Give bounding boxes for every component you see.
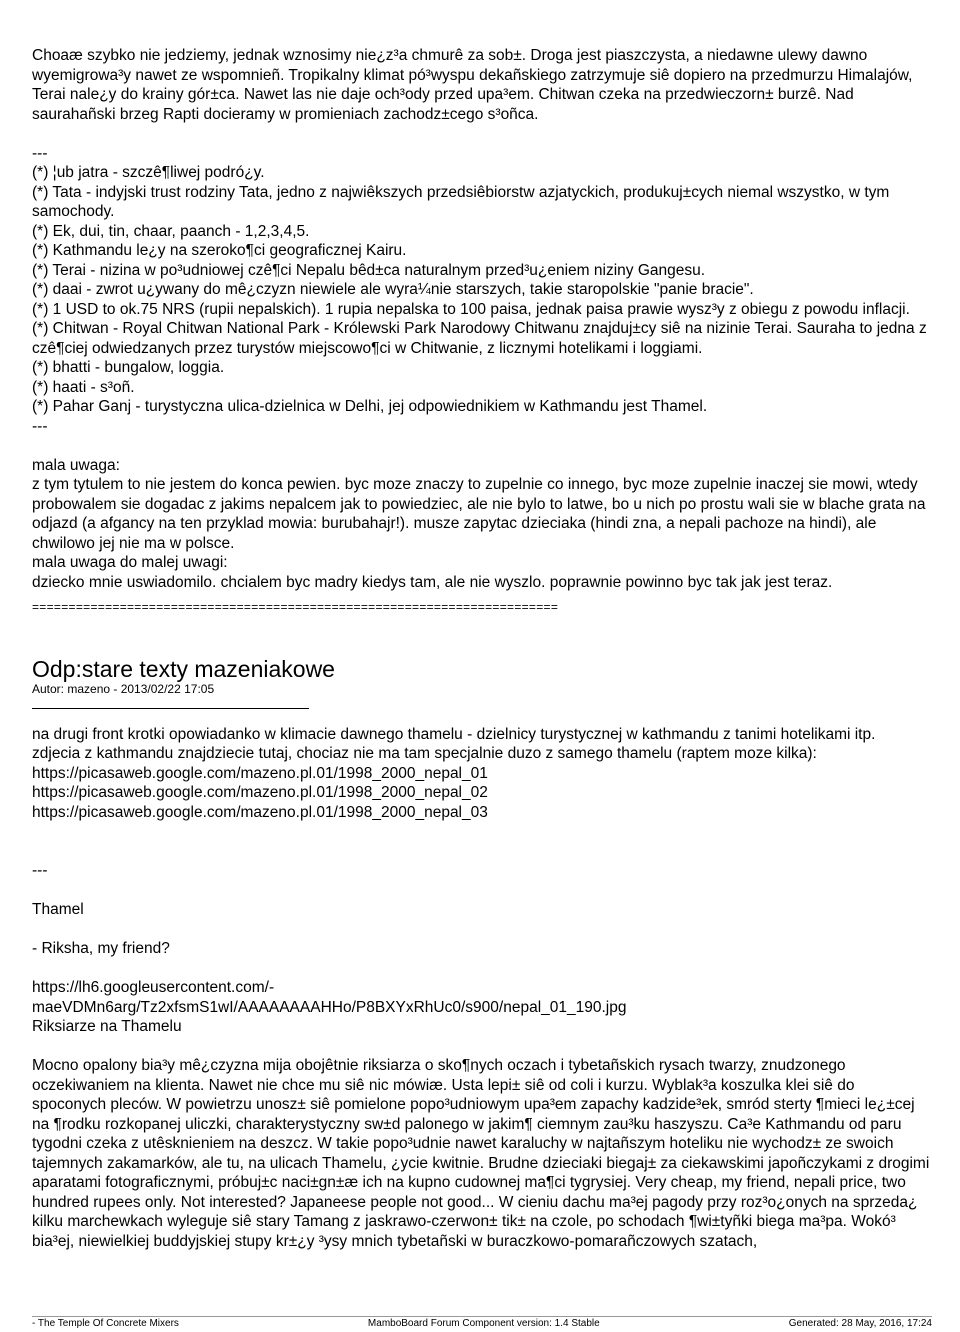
- footnote-item: (*) Terai - nizina w po³udniowej czê¶ci Nepalu bêd±ca naturalnym przed³u¿eniem niziny Gangesu.: [32, 261, 706, 279]
- intro-text: zdjecia z kathmandu znajdziecie tutaj, chociaz nie ma tam specjalnie duzo z samego thamelu (raptem moze kilka):: [32, 745, 817, 762]
- intro-text: na drugi front krotki opowiadanko w klimacie dawnego thamelu - dzielnicy turystycznej w kathmandu z tanimi hotelikami itp.: [32, 725, 876, 743]
- footnote-item: (*) 1 USD to ok.75 NRS (rupii nepalskich). 1 rupia nepalska to 100 paisa, jednak paisa prawie wysz³y z obiegu z powodu inflacji.: [32, 300, 910, 318]
- story-subtitle: - Riksha, my friend?: [32, 940, 170, 957]
- footnote-divider: ---: [32, 417, 48, 435]
- footer-divider: [32, 1316, 932, 1317]
- footer-generated: Generated: 28 May, 2016, 17:24: [788, 1318, 932, 1329]
- story-title: Thamel: [32, 901, 84, 918]
- image-url: maeVDMn6arg/Tz2xfsmS1wI/AAAAAAAAHHo/P8BXYxRhUc0/s900/nepal_01_190.jpg: [32, 998, 627, 1016]
- post-intro: [32, 725, 932, 823]
- page-content: [32, 46, 932, 1251]
- footnote-item: (*) Pahar Ganj - turystyczna ulica-dzielnica w Delhi, jej odpowiednikiem w Kathmandu jest Thamel.: [32, 398, 708, 415]
- post-separator: ========================================================================: [32, 600, 559, 614]
- meta-divider: [32, 708, 309, 709]
- page-footer: [32, 1318, 932, 1330]
- image-caption: Riksiarze na Thamelu: [32, 1018, 182, 1035]
- footnote-divider: ---: [32, 144, 48, 162]
- story-paragraph: Choaæ szybko nie jedziemy, jednak wznosimy nie¿z³a chmurê za sob±. Droga jest piaszczysta, a niedawne ulewy dawno wyemigrowa³y nawet ze wspomnieñ. Tropikalny klimat pó³wyspu dekañskiego zatrzymuje siê dopiero na przedmurzu Himalajów, Terai nale¿y do krainy gór±ca. Nawet las nie daje och³ody przed upa³em. Chitwan czeka na przedwieczorn± burzê. Nad saurahañski brzeg Rapti docieramy w promieniach zachodz±cego s³oñca.: [32, 47, 917, 123]
- post-meta: Autor: mazeno - 2013/02/22 17:05: [32, 681, 215, 696]
- note-heading: mala uwaga do malej uwagi:: [32, 554, 228, 571]
- story-divider: ---: [32, 862, 48, 879]
- footnote-item: (*) Chitwan - Royal Chitwan National Park - Królewski Park Narodowy Chitwanu znajduj±cy siê na nizinie Terai. Sauraha to jedna z czê¶ciej odwiedzanych przez turystów miejscowo¶ci w Chitwanie, z licznymi hotelikami i loggiami.: [32, 320, 932, 357]
- footer-version: MamboBoard Forum Component version: 1.4 Stable: [367, 1318, 600, 1329]
- image-url: https://lh6.googleusercontent.com/-: [32, 979, 275, 996]
- post-title: Odp:stare texty mazeniakowe: [32, 655, 335, 682]
- footnote-item: (*) bhatti - bungalow, loggia.: [32, 359, 225, 376]
- footnote-item: (*) daai - zwrot u¿ywany do mê¿czyzn niewiele ale wyra¼nie starszych, takie staropolskie "panie bracie".: [32, 281, 754, 298]
- note-text: dziecko mnie uswiadomilo. chcialem byc madry kiedys tam, ale nie wyszlo. poprawnie powinno byc tak jak jest teraz.: [32, 573, 833, 591]
- link-text: https://picasaweb.google.com/mazeno.pl.01/1998_2000_nepal_02: [32, 784, 488, 801]
- footer-site-name: - The Temple Of Concrete Mixers: [32, 1318, 179, 1329]
- story-paragraph: Mocno opalony bia³y mê¿czyzna mija obojêtnie riksiarza o sko¶nych oczach i tybetañskich rysach twarzy, znudzonego oczekiwaniem na klienta. Nawet nie chce mu siê nic mówiæ. Usta lepi± siê od coli i kurzu. Wyblak³a koszulka klei siê do spoconych pleców. W powietrzu unosz± siê pomielone popo³udniowym upa³em zapachy kadzide³ek, smród sterty ¶mieci le¿±cej na ¶rodku rozkopanej uliczki, charakterystyczny sw±d palonego w jakim¶ ciemnym zau³ku haszyszu. Ca³e Kathmandu od paru tygodni czeka z utêsknieniem na deszcz. W takie popo³udnie nawet karaluchy w najtañszym hoteliku nie wychodz± ze swoich tajemnych zakamarków, ale tu, na ulicach Thamelu, ¿ycie kwitnie. Brudne dzieciaki biegaj± za ciekawskimi japoñczykami z drogimi aparatami fotograficznymi, próbuj±c naci±gn±æ ich na kupno cudownej ma¶ci tygrysiej. Very cheap, my friend, nepali price, two hundred rupees only. Not interested? Japaneese people not good... W cieniu dachu ma³ej pagody przy roz³o¿onych na sprzeda¿ kilku marchewkach wyleguje siê stary Tamang z jaskrawo-czerwon± tik± na czole, po schodach ¶wi±tyñki biega ma³pa. Wokó³ bia³ej, niewielkiej buddyjskiej stupy kr±¿y ³ysy mnich tybetañski w buraczkowo-pomarañczowych szatach,: [32, 1057, 934, 1250]
- link-text: https://picasaweb.google.com/mazeno.pl.01/1998_2000_nepal_01: [32, 764, 488, 782]
- footnote-item: (*) Kathmandu le¿y na szeroko¶ci geograficznej Kairu.: [32, 242, 407, 259]
- footnote-item: (*) Tata - indyjski trust rodziny Tata, jedno z najwiêkszych przedsiêbiorstw azjatyckich, produkuj±cych niemal wszystko, w tym samochody.: [32, 183, 894, 220]
- note-text: z tym tytulem to nie jestem do konca pewien. byc moze znaczy to zupelnie co innego, byc moze zupelnie inaczej sie mowi, wtedy probowalem sie dogadac z jakims nepalcem jak to powiedziec, ale nie bylo to latwe, bo u nich po prostu wali sie w blache grata na odjazd (a afgancy na ten przyklad mowia: burubahajr!). musze zapytac dzieciaka (hindi zna, a nepali pachoze na hindi), ale chwilowo jej nie ma w polsce.: [32, 476, 930, 552]
- footnote-item: (*) ¦ub jatra - szczê¶liwej podró¿y.: [32, 164, 265, 181]
- author-note: [32, 456, 932, 593]
- footnote-item: (*) Ek, dui, tin, chaar, paanch - 1,2,3,4,5.: [32, 222, 310, 240]
- link-text: https://picasaweb.google.com/mazeno.pl.01/1998_2000_nepal_03: [32, 803, 488, 821]
- note-heading: mala uwaga:: [32, 456, 120, 474]
- footnote-item: (*) haati - s³oñ.: [32, 378, 135, 396]
- footnotes: [32, 144, 932, 437]
